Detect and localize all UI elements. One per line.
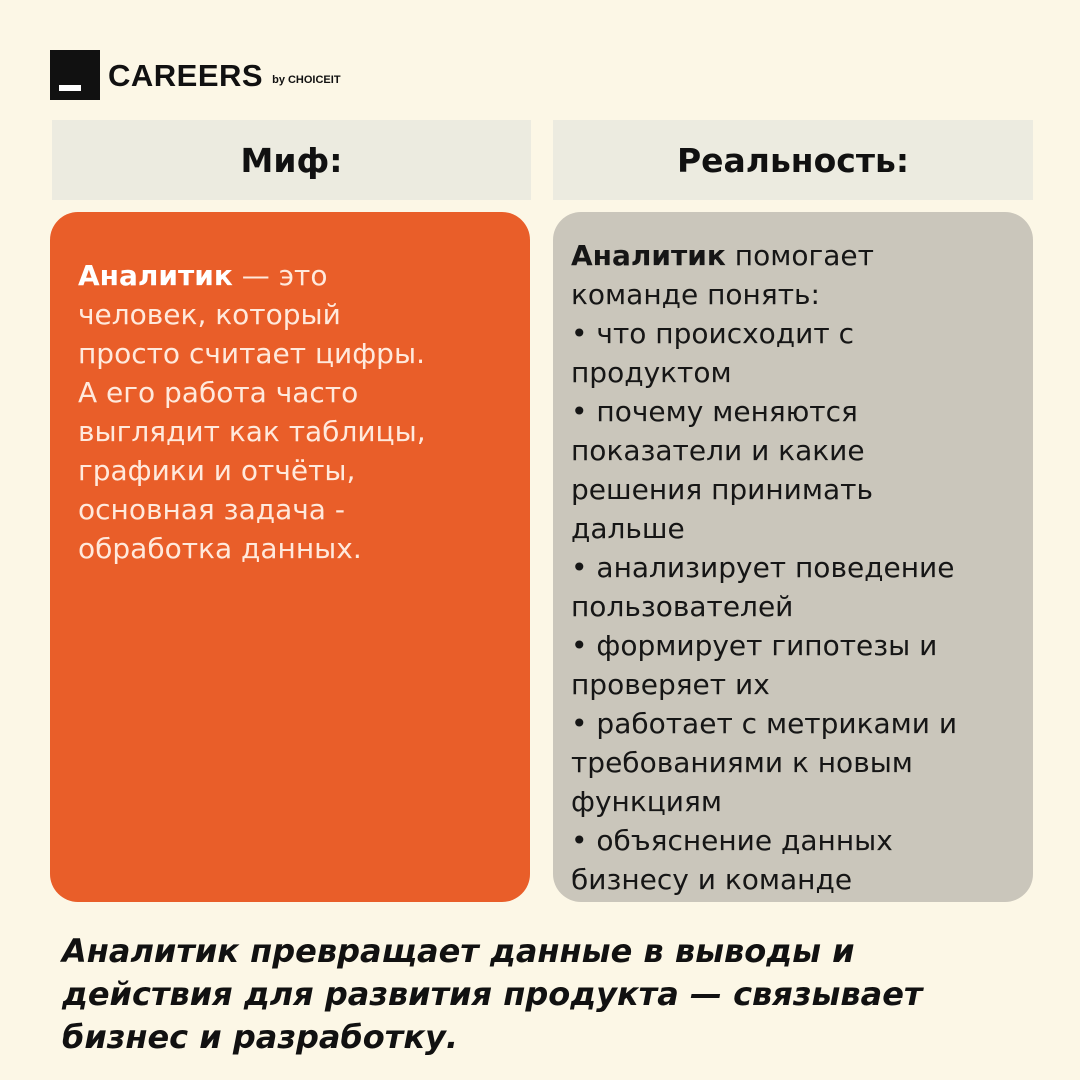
conclusion-line: действия для развития продукта — связывает: [62, 975, 923, 1013]
reality-line: • работает с метриками и: [571, 707, 958, 740]
reality-line: [571, 236, 1015, 275]
reality-line: проверяет их: [571, 668, 770, 701]
logo-mark-icon: [50, 50, 100, 100]
myth-line: просто считает цифры.: [78, 337, 425, 370]
reality-line: • что происходит с: [571, 317, 854, 350]
reality-line: • анализирует поведение: [571, 551, 955, 584]
reality-line: продуктом: [571, 356, 732, 389]
reality-line: требованиями к новым: [571, 746, 913, 779]
myth-header: Миф:: [52, 120, 531, 200]
brand-by: by CHOICEIT: [272, 73, 341, 86]
reality-line: • почему меняются: [571, 395, 858, 428]
reality-line-text: помогает: [725, 239, 874, 272]
myth-line: человек, который: [78, 298, 341, 331]
myth-line: обработка данных.: [78, 532, 362, 565]
reality-line: показатели и какие: [571, 434, 865, 467]
reality-line: дальше: [571, 512, 685, 545]
myth-line-text: — это: [232, 259, 328, 292]
conclusion-line: бизнес и разработку.: [62, 1018, 459, 1056]
reality-line: • формирует гипотезы и: [571, 629, 938, 662]
brand-name: CAREERS: [108, 57, 264, 93]
reality-card: [553, 212, 1033, 902]
conclusion-line: Аналитик превращает данные в выводы и: [62, 932, 855, 970]
reality-line: пользователей: [571, 590, 794, 623]
reality-line: бизнесу и команде: [571, 863, 853, 896]
reality-header: Реальность:: [553, 120, 1033, 200]
myth-card: [50, 212, 530, 902]
reality-line: функциям: [571, 785, 722, 818]
myth-term: Аналитик: [78, 259, 233, 292]
reality-term: Аналитик: [571, 239, 726, 272]
reality-line: • объяснение данных: [571, 824, 893, 857]
myth-line: основная задача -: [78, 493, 345, 526]
reality-line: команде понять:: [571, 278, 820, 311]
myth-line: выглядит как таблицы,: [78, 415, 426, 448]
brand-logo: [50, 50, 341, 100]
myth-line: А его работа часто: [78, 376, 359, 409]
reality-line: решения принимать: [571, 473, 873, 506]
myth-line: [78, 256, 502, 295]
conclusion-text: [62, 930, 1042, 1059]
myth-line: графики и отчёты,: [78, 454, 356, 487]
